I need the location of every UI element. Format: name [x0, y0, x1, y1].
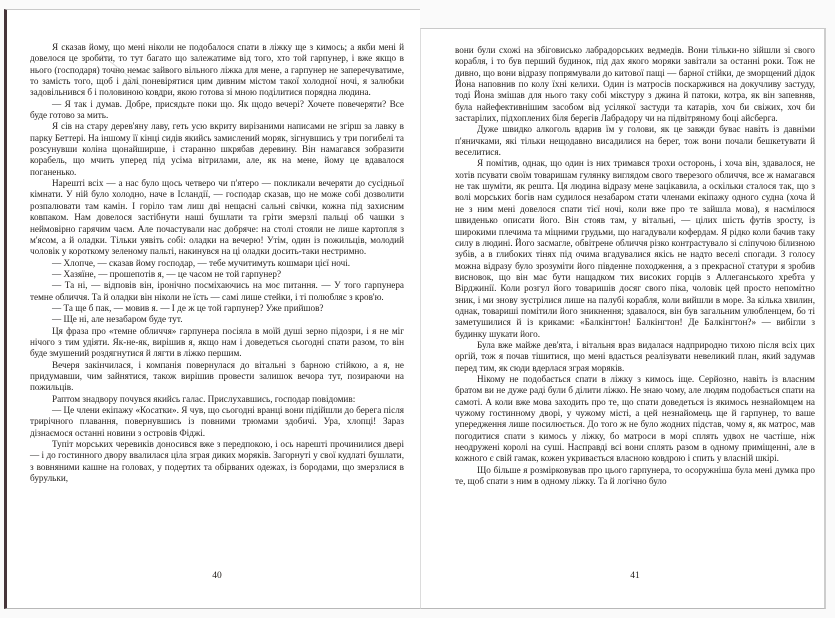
- page-number-right: 41: [630, 571, 640, 581]
- page-right-text: [455, 45, 815, 487]
- paragraph: Ця фраза про «темне обличчя» гарпунера посіяла в моїй душі зерно підозри, і я не міг нічого з тим удіяти. Як-не-як, вирішив я, якщо нам і доведеться сьогодні спати разом, то він буде змушений роздягнутися й лягти в ліжко першим.: [30, 325, 404, 359]
- page-left: [4, 9, 420, 609]
- paragraph: — Та ні, — відповів він, іронічно посміхаючись на моє питання. — У того гарпунера темне обличчя. Та й оладки він ніколи не їсть — самі лише стейки, і ті полюбляє з кров'ю.: [30, 280, 404, 302]
- paragraph: Тупіт морських черевиків доносився вже з передпокою, і ось нарешті прочинилися двері — і до гостинного двору ввалилася ціла зграя диких моряків. Загорнуті у свої кудлаті бушлати, з вовняними кашне на головах, у подертих та обірваних одежах, із бородами, що змерзлися в бурульки,: [30, 439, 404, 484]
- paragraph: Я помітив, однак, що один із них тримався трохи осторонь, і хоча він, здавалося, не хотів псувати своїм товаришам гулянку виглядом свого тверезого обличчя, все ж намагався не так шуміти, як решта. Ця людина відразу мене зацікавила, а оскільки сталося так, що з волі морських богів нам судилося незабаром стати членами екіпажу одного судна (хоча й не з ним мені довелося спати тієї ночі, коли вже про те зайшла мова), я насмілюся швиденько описати його. Він стояв там, у вітальні, — цілих шість футів зросту, із широкими плечима та міцними грудьми, що нагадували кофердам. Я рідко коли бачив таку силу в людині. Його засмагле, обвітрене обличчя різко контрастувало зі сліпучою білизною зубів, а в глибоких тінях під очима вгадувалися якісь не надто веселі спогади. З голосу можна відразу було зрозуміти його південне походження, а з прекрасної статури я зробив висновок, що він має бути нащадком тих високих горців з Аллеганського хребта у Вірджинії. Коли розгул його товаришів досяг свого піка, чоловік цей просто непомітно зник, і ми знову зустрілися лише на палубі корабля, коли вийшли в море. За кілька хвилин, однак, товариші помітили його зникнення; здавалося, він був загальним улюбленцем, бо ті заметушилися й із криками: «Балкінгтон! Балкінгтон! Де Балкінгтон?» — вибігли з будинку шукати його.: [455, 158, 815, 339]
- paragraph: — Хазяїне, — прошепотів я, — це часом не той гарпунер?: [52, 268, 282, 279]
- paragraph: Дуже швидко алкоголь вдарив їм у голови, як це завжди буває навіть із давніми п'яничками, які тільки нещодавно висадилися на берег, тож вони почали бешкетувати й веселитися.: [455, 124, 815, 158]
- paragraph: — Хлопче, — сказав йому господар, — тебе мучитимуть кошмари цієї ночі.: [52, 257, 351, 268]
- paragraph: — Ще ні, але незабаром буде тут.: [52, 314, 183, 325]
- paragraph: Нікому не подобається спати в ліжку з кимось іще. Серйозно, навіть із власним братом ви не дуже раді були б ділити ліжко. Не знаю чому, але людям подобається спати на самоті. А коли вже мова заходить про те, що спати доведеться із якимось незнайомцем на чужому гостинному дворі, у чужому місті, а цей незнайомець ще й гарпунер, то ваше упередження лише посилюється. До того ж не було жодних підстав, чому я, як матрос, мав погодитися спати з кимось у ліжку, бо матроси в морі сплять удвох не частіше, ніж неодружені королі на суші. Насправді всі вони сплять разом в одному приміщенні, але в кожного є свій гамак, кожен укривається власною ковдрою і спить у власній шкірі.: [455, 373, 815, 464]
- paragraph: — Це члени екіпажу «Косатки». Я чув, що сьогодні вранці вони підійшли до берега після трирічного плавання, повернувшись із повними трюмами здобичі. Ура, хлопці! Зараз дізнаємося останні новини з островів Фіджі.: [30, 405, 404, 438]
- page-right: [420, 28, 826, 609]
- paragraph: Що більше я розмірковував про цього гарпунера, то осоружніша була мені думка про те, щоб спати з ним в одному ліжку. Та й логічно було: [455, 464, 815, 487]
- paragraph: — Та ще б пак, — мовив я. — І де ж це той гарпунер? Уже прийшов?: [52, 302, 324, 313]
- paragraph: Я сів на стару дерев'яну лаву, геть усю вкриту вирізаними написами не згірш за лавку в парку Беттері. На іншому її кінці сидів якийсь замислений моряк, зігнувшись у три погибелі та розсунувши коліна щонайширше, і старанно шкрябав деревину. Він намагався зобразити корабель, що мчить уперед під усіма вітрилами, але, як на мене, йому це вдавалося поганенько.: [30, 121, 404, 177]
- paragraph: Була вже майже дев'ята, і вітальня враз видалася надприродно тихою після всіх цих оргій, тож я почав тішитися, що мені вдасться реалізувати невеликий план, який задумав перед тим, як сюди вдерлася зграя моряків.: [455, 339, 815, 373]
- page-left-text: [30, 42, 404, 484]
- paragraph: вони були схожі на збіговисько лабрадорських ведмедів. Вони тільки-но зійшли зі свого корабля, і то був перший будинок, під дах якого моряки завітали за останні роки. Тож не дивно, що вони відразу попрямували до китової пащі — барної стійки, де зморщений дідок Йона наповнив по колу їхні келихи. Один із матросів поскаржився на докучливу застуду, тоді Йона змішав для нього таку собі мікстуру з джина й патоки, котра, як він запевняв, була найефективнішим засобом від усілякої застуди та катарів, хоч би свіжих, хоч би застарілих, підхоплених біля берегів Лабрадору чи на підвітряному боці айсберга.: [455, 45, 815, 124]
- paragraph: Нарешті всіх — а нас було щось четверо чи п'ятеро — покликали вечеряти до сусідньої кімнати. У ній було холодно, наче в Ісландії, — господар сказав, що не може собі дозволити розпалювати там камін. І горіло там лиш дві нещасні сальні свічки, кожна під захисним ковпаком. Нам довелося застібнути наші бушлати та гріти змерзлі пальці об чашки з неймовірно гарячим чаєм. Але почастували нас добряче: на столі стояли не лише картопля з м'ясом, а й оладки. Тільки уявіть собі: оладки на вечерю! Утім, один із пожильців, молодий чоловік у короткому зеленому пальті, накинувся на ці оладки досить-таки нестримно.: [30, 178, 404, 257]
- paragraph: Я сказав йому, що мені ніколи не подобалося спати в ліжку ще з кимось; а якби мені й довелося це зробити, то тут багато що залежатиме від того, хто той гарпунер, і вже якщо в нього (господаря) точно немає зайвого вільного ліжка для мене, а гарпунер не заперечуватиме, то замість того, щоб і далі поневірятися цим дивним містом такої холодної ночі, я залюбки задовільнився б і половиною ковдри, якою готова зі мною поділитися порядна людина.: [30, 42, 404, 98]
- paragraph: Раптом знадвору почувся якийсь галас. Прислухавшись, господар повідомив:: [52, 393, 356, 404]
- paragraph: — Я так і думав. Добре, присядьте поки що. Як щодо вечері? Хочете повечеряти? Все буде готово за мить.: [30, 98, 404, 121]
- paragraph: Вечеря закінчилася, і компанія повернулася до вітальні з барною стійкою, а я, не придумавши, чим зайнятися, також вирішив провести залишок вечора тут, позираючи на пожильців.: [30, 359, 404, 393]
- page-number-left: 40: [212, 571, 222, 581]
